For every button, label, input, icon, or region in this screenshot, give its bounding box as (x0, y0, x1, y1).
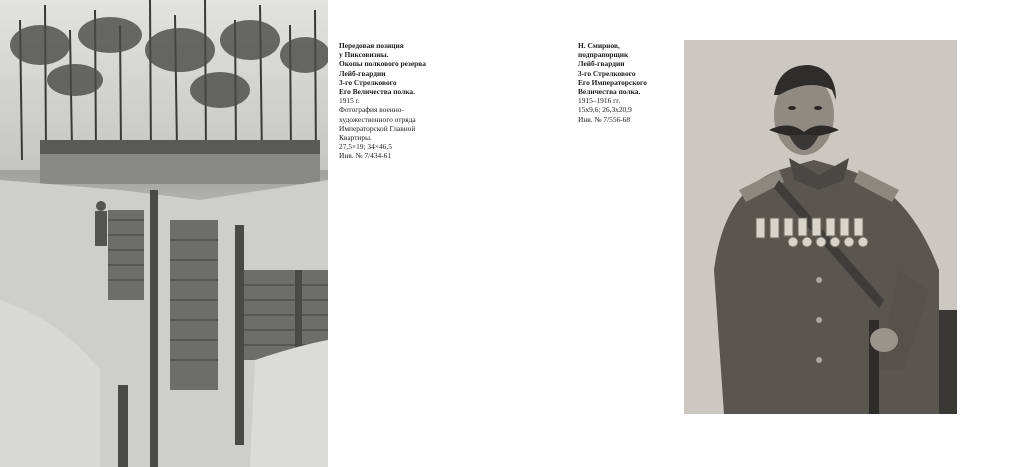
caption-title-line: Величества полка. (578, 87, 641, 97)
caption-title-line: подпрапорщик (578, 50, 629, 60)
caption-portrait (578, 41, 678, 124)
trench-photograph (0, 0, 328, 467)
caption-title-line: у Пиксовизны. (339, 50, 389, 60)
caption-title-line: Н. Смирнов, (578, 41, 620, 50)
portrait-drawing (684, 40, 957, 414)
caption-title-line: 3-го Стрелкового (578, 68, 636, 78)
caption-date: 1915–1916 гг. (578, 96, 621, 106)
caption-title-line: Его Императорского (578, 77, 647, 87)
caption-detail-line: Фотография военно- (339, 105, 404, 115)
caption-title-line: Лейб-гвардии (578, 59, 625, 69)
caption-title-line: 3-го Стрелкового (339, 77, 397, 87)
trench-photo-drawing (0, 0, 328, 467)
caption-date: 1915 г. (339, 96, 360, 106)
caption-dimensions: 15х9,6; 26,3х20,9 (578, 105, 632, 115)
caption-inventory-number: Инв. № 7/556-68 (578, 114, 631, 124)
caption-title-line: Окопы полкового резерва (339, 59, 426, 69)
caption-detail-line: Квартиры. (339, 133, 372, 143)
officer-portrait (684, 40, 957, 414)
caption-trench-photo (339, 41, 469, 161)
caption-title-line: Его Величества полка. (339, 87, 415, 97)
caption-title-line: Передовая позиция (339, 41, 404, 50)
caption-inventory-number: Инв. № 7/434-61 (339, 151, 392, 161)
caption-detail-line: Императорской Главной (339, 123, 416, 133)
caption-dimensions: 27,5×19; 34×46,5 (339, 142, 392, 152)
caption-title-line: Лейб-гвардии (339, 68, 386, 78)
caption-detail-line: художественного отряда (339, 114, 416, 124)
